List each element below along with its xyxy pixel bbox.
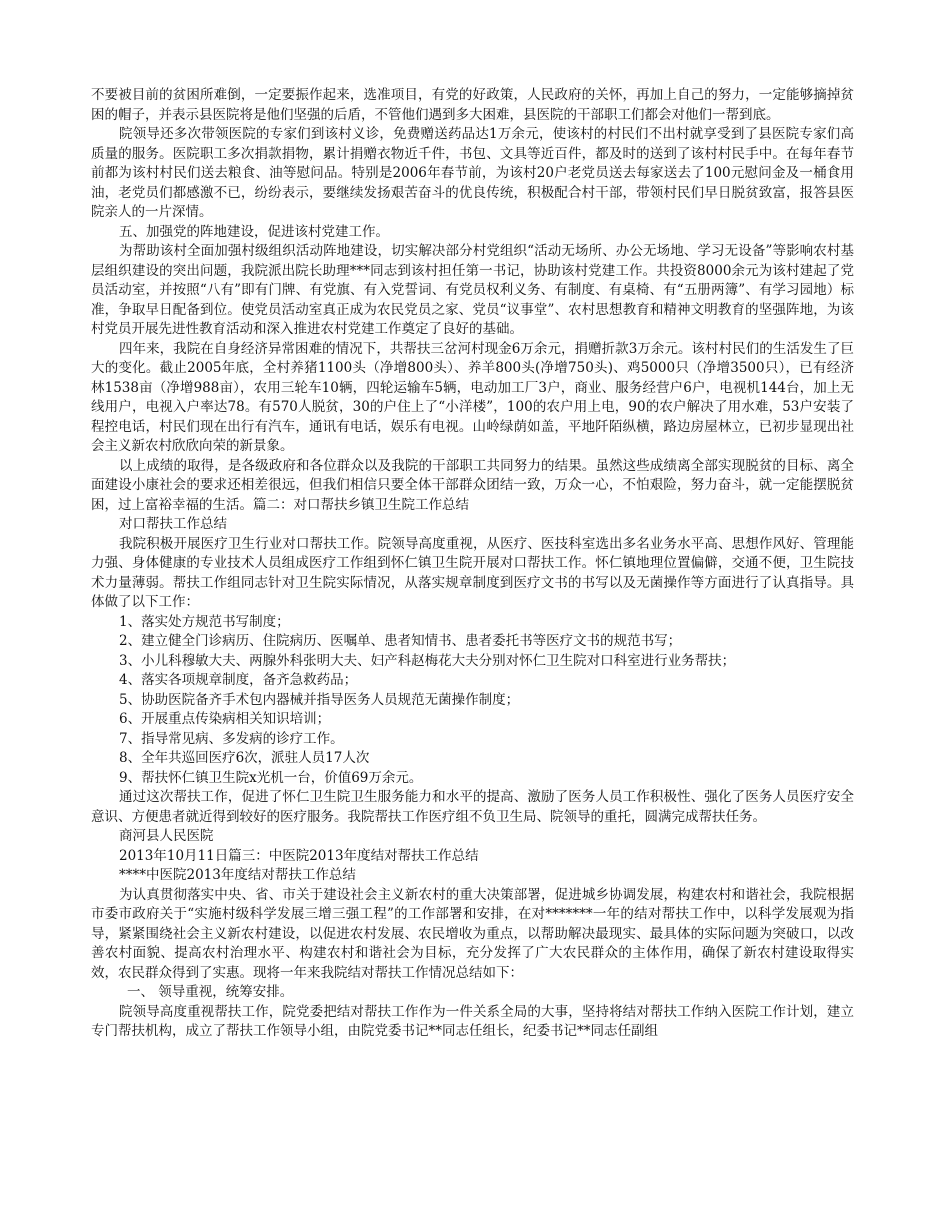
list-item-4: 4、落实各项规章制度，备齐急救药品； bbox=[119, 672, 358, 688]
paragraph-assistance-summary: 通过这次帮扶工作，促进了怀仁卫生院卫生服务能力和水平的提高、激励了医务人员工作积极性、强化了医务人员医疗安全意识、方便患者就近得到较好的医疗服务。我院帮扶工作医疗组不负卫生局、院领导的重托，圆满完成帮扶任务。 bbox=[91, 789, 854, 825]
list-item-6: 6、开展重点传染病相关知识培训； bbox=[119, 711, 331, 727]
list-item-1: 1、落实处方规范书写制度； bbox=[119, 613, 290, 630]
list-item-2: 2、建立健全门诊病历、住院病历、医嘱单、患者知情书、患者委托书等医疗文书的规范书写； bbox=[119, 633, 682, 649]
article-title-tcm-hospital: ****中医院2013年度结对帮扶工作总结 bbox=[119, 867, 356, 883]
signature-hospital-name: 商河县人民医院 bbox=[119, 828, 214, 844]
list-item-3: 3、小儿科穆敏大夫、两腺外科张明大夫、妇产科赵梅花大夫分别对怀仁卫生院对口科室进行业务帮扶； bbox=[119, 652, 736, 669]
section-heading-leadership: 一、 领导重视，统筹安排。 bbox=[127, 984, 294, 1000]
list-item-5: 5、协助医院备齐手术包内器械并指导医务人员规范无菌操作制度； bbox=[119, 691, 520, 708]
paragraph-counterpart-assistance-intro: 我院积极开展医疗卫生行业对口帮扶工作。院领导高度重视，从医疗、医技科室选出多名业务水平高、思想作风好、管理能力强、身体健康的专业技术人员组成医疗工作组到怀仁镇卫生院开展对口帮扶工作。怀仁镇地理位置偏僻，交通不便，卫生院技术力量薄弱。帮扶工作组同志针对卫生院实际情况，从落实规章制度到医疗文书的书写以及无菌操作等方面进行了认真指导。具体做了以下工作： bbox=[91, 535, 854, 610]
paragraph-leadership: 院领导高度重视帮扶工作，院党委把结对帮扶工作作为一件关系全局的大事，坚持将结对帮扶工作纳入医院工作计划，建立专门帮扶机构，成立了帮扶工作领导小组，由院党委书记**同志任组长，纪委书记**同志任副组 bbox=[91, 1003, 854, 1039]
paragraph-intro-continued: 不要被目前的贫困所难倒，一定要振作起来，选准项目，有党的好政策，人民政府的关怀，再加上自己的努力，一定能够摘掉贫困的帽子，并表示县医院将是他们坚强的后盾，不管他们遇到多大困难，县医院的干部职工们都会对他们一帮到底。 bbox=[91, 87, 854, 123]
signature-date-and-next-title: 2013年10月11日篇三：中医院2013年度结对帮扶工作总结 bbox=[119, 847, 479, 864]
paragraph-free-clinic: 院领导还多次带领医院的专家们到该村义诊，免费赠送药品达1万余元，使该村的村民们不出村就享受到了县医院专家们高质量的服务。医院职工多次捐款捐物，累计捐赠衣物近千件，书包、文具等近百件，都及时的送到了该村村民手中。在每年春节前都为该村村民们送去粮食、油等慰问品。特别是2006年春节前，为该村20户老党员送去每家送去了100元慰问金及一桶食用油，老党员们都感激不已，纷纷表示，要继续发扬艰苦奋斗的优良传统，积极配合村干部，带领村民们早日脱贫致富，报答县医院亲人的一片深情。 bbox=[91, 126, 854, 220]
paragraph-party-activity-room: 为帮助该村全面加强村级组织活动阵地建设，切实解决部分村党组织“活动无场所、办公无场地、学习无设备”等影响农村基层组织建设的突出问题，我院派出院长助理***同志到该村担任第一书记，协助该村党建工作。共投资8000余元为该村建起了党员活动室，并按照“八有”即有门牌、有党旗、有入党誓词、有党员权利义务、有制度、有桌椅、有“五册两簿”、有学习园地）标准，争取早日配备到位。使党员活动室真正成为农民党员之家、党员“议事堂”、农村思想教育和精神文明教育的坚强阵地，为该村党员开展先进性教育活动和深入推进农村党建工作奠定了良好的基础。 bbox=[91, 243, 854, 337]
paragraph-four-years-results: 四年来，我院在自身经济异常困难的情况下，共帮扶三岔河村现金6万余元，捐赠折款3万余元。该村村民们的生活发生了巨大的变化。截止2005年底，全村养猪1100头（净增800头）、养羊800头(净增750头)、鸡5000只（净增3500只），已有经济林1538亩（净增988亩），农用三轮车10辆，四轮运输车5辆，电动加工厂3户，商业、服务经营户6户，电视机144台，加上无线用户，电视入户率达78。有570人脱贫，30的户住上了“小洋楼”，100的农户用上电，90的农户解决了用水难，53户安装了程控电话，村民们现在出行有汽车，通讯有电话，娱乐有电视。山岭绿荫如盖，平地阡陌纵横，路边房屋林立，已初步显现出社会主义新农村欣欣向荣的新景象。 bbox=[91, 340, 854, 454]
section-heading-party-building: 五、加强党的阵地建设，促进该村党建工作。 bbox=[119, 223, 389, 240]
list-item-7: 7、指导常见病、多发病的诊疗工作。 bbox=[119, 730, 344, 747]
paragraph-achievements-conclusion: 以上成绩的取得，是各级政府和各位群众以及我院的干部职工共同努力的结果。虽然这些成绩离全部实现脱贫的目标、离全面建设小康社会的要求还相差很远，但我们相信只要全体干部群众团结一致，万众一心，不怕艰险，努力奋斗，就一定能摆脱贫困，过上富裕幸福的生活。篇二：对口帮扶乡镇卫生院工作总结 bbox=[91, 457, 854, 513]
paragraph-tcm-intro: 为认真贯彻落实中央、省、市关于建设社会主义新农村的重大决策部署，促进城乡协调发展，构建农村和谐社会，我院根据市委市政府关于“实施村级科学发展三增三强工程”的工作部署和安排，在对*******一年的结对帮扶工作中，以科学发展观为指导，紧紧围绕社会主义新农村建设，以促进农村发展、农民增收为重点，以帮助解决最现实、最具体的实际问题为突破口，以改善农村面貌、提高农村治理水平、构建农村和谐社会为目标，充分发挥了广大农民群众的主体作用，确保了新农村建设取得实效，农民群众得到了实惠。现将一年来我院结对帮扶工作情况总结如下： bbox=[91, 886, 854, 981]
list-item-8: 8、全年共巡回医疗6次，派驻人员17人次 bbox=[119, 750, 370, 766]
article-title-counterpart-assistance: 对口帮扶工作总结 bbox=[119, 516, 227, 532]
list-item-9: 9、帮扶怀仁镇卫生院x光机一台，价值69万余元。 bbox=[119, 769, 423, 786]
